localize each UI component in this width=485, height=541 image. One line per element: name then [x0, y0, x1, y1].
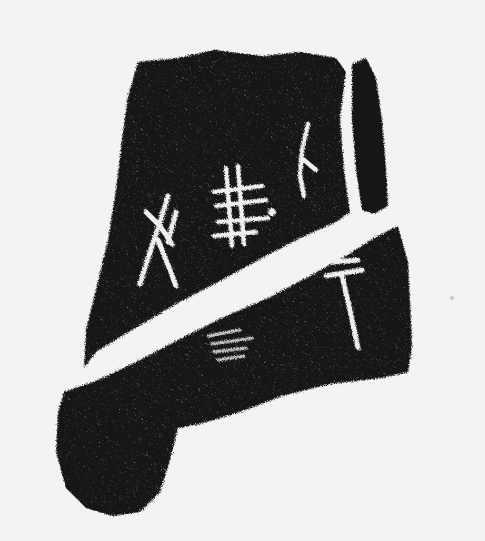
glyph-dot [268, 208, 276, 216]
right-sliver [352, 58, 388, 214]
background-mark [450, 296, 454, 300]
